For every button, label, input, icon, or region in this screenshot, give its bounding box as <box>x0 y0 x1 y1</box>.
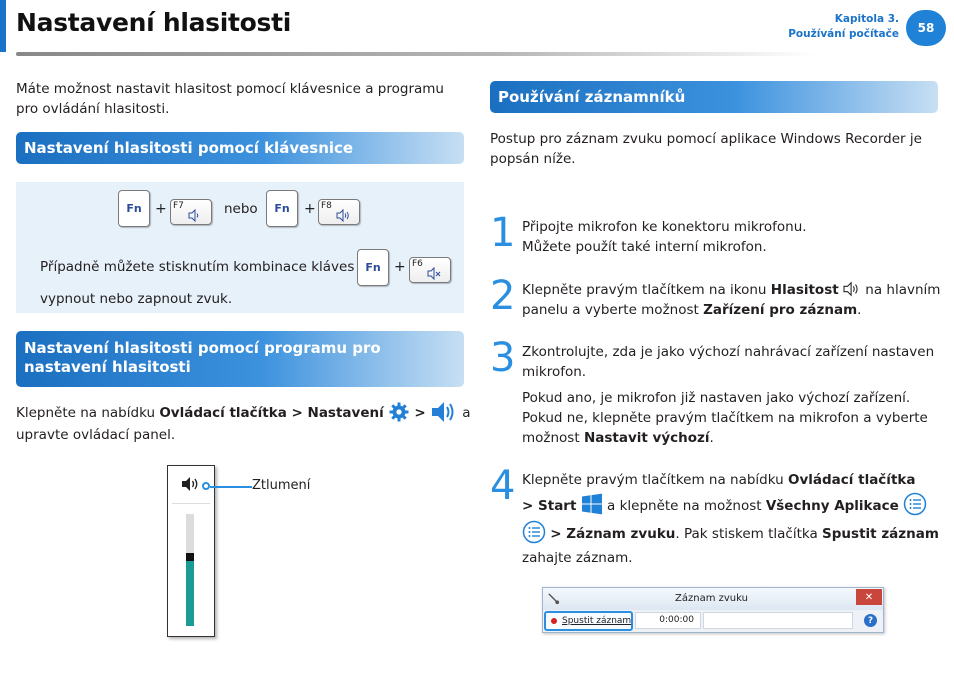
speaker-icon <box>430 399 458 425</box>
step-4-line-2 <box>522 492 942 519</box>
alt-shortcut-text-end: vypnout nebo zapnout zvuk. <box>40 291 233 307</box>
callout-line <box>210 486 252 488</box>
step-3-line-2: Pokud ano, je mikrofon již nastaven jako výchozí zařízení. Pokud ne, klepněte pravým tlačítkem na mikrofon a vyberte možnost <box>522 390 928 446</box>
step-2-pre: Klepněte pravým tlačítkem na ikonu <box>522 282 771 298</box>
step-2-bold-recording: Zařízení pro záznam <box>703 302 858 318</box>
instruction-text: Klepněte na nabídku <box>16 405 160 421</box>
step-4-bold-recorder: > Záznam zvuku <box>550 526 676 542</box>
page-title: Nastavení hlasitosti <box>16 8 292 37</box>
volume-icon <box>843 281 861 297</box>
plus-sign: + <box>394 259 406 275</box>
f6-key-label: F6 <box>412 259 423 269</box>
close-button[interactable]: ✕ <box>856 589 882 605</box>
header-accent-bar <box>0 0 6 52</box>
recording-level-meter <box>703 612 853 629</box>
page-number-badge: 58 <box>906 10 946 46</box>
title-divider <box>16 52 816 56</box>
step-3-post: . <box>709 430 714 446</box>
step-1-text <box>522 217 942 257</box>
f8-key-label: F8 <box>321 201 332 211</box>
f8-key <box>318 199 360 225</box>
windows-start-icon <box>581 493 603 515</box>
start-recording-label: Spustit záznam <box>562 616 632 626</box>
mute-icon <box>427 267 441 280</box>
step-4-mid: a klepněte na možnost <box>607 498 766 514</box>
instruction-line-2: upravte ovládací panel. <box>16 427 176 443</box>
step-4-bold-charms: Ovládací tlačítka <box>788 472 916 488</box>
recorder-title: Záznam zvuku <box>675 593 748 604</box>
step-2-text <box>522 280 942 320</box>
gear-icon <box>388 401 410 423</box>
section-heading-recorder: Používání záznamníků <box>490 81 938 113</box>
instruction-text-end: a <box>462 405 471 421</box>
step-4-mid-2: . Pak stiskem tlačítka <box>675 526 823 542</box>
all-apps-icon <box>522 520 546 544</box>
step-number: 2 <box>490 273 516 319</box>
mute-speaker-icon[interactable] <box>181 475 201 493</box>
step-4-pre: Klepněte pravým tlačítkem na nabídku <box>522 472 788 488</box>
volume-slider-thumb[interactable] <box>186 553 194 561</box>
volume-mixer <box>167 465 215 637</box>
callout-dot <box>202 482 210 490</box>
step-1-line-2: Můžete použít také interní mikrofon. <box>522 239 767 255</box>
recording-time-display <box>635 612 701 629</box>
recorder-body <box>543 610 883 632</box>
step-4-line-4: zahajte záznam. <box>522 550 633 566</box>
record-dot-icon <box>551 618 557 624</box>
step-4-bold-all-apps: Všechny Aplikace <box>765 498 899 514</box>
keyboard-shortcut-panel <box>16 182 464 313</box>
chapter-number: Kapitola 3. <box>834 13 899 25</box>
section-heading-keyboard: Nastavení hlasitosti pomocí klávesnice <box>16 132 464 164</box>
step-2-bold-volume: Hlasitost <box>770 282 839 298</box>
chapter-name: Používání počítače <box>788 28 899 40</box>
or-text: nebo <box>224 201 258 217</box>
step-4-bold-start: > Start <box>522 498 577 514</box>
all-apps-icon <box>903 492 927 516</box>
fn-key: Fn <box>118 190 150 227</box>
recorder-intro: Postup pro záznam zvuku pomocí aplikace Windows Recorder je popsán níže. <box>490 131 922 167</box>
plus-sign: + <box>155 201 167 217</box>
volume-down-icon <box>188 209 202 222</box>
step-number: 4 <box>490 463 516 509</box>
gt-sign: > <box>414 405 426 421</box>
instruction-bold: Ovládací tlačítka > Nastavení <box>159 405 384 421</box>
volume-slider-fill <box>186 561 194 626</box>
step-1-line-1: Připojte mikrofon ke konektoru mikrofonu. <box>522 219 807 235</box>
step-number: 3 <box>490 335 516 381</box>
recording-time: 0:00:00 <box>659 615 694 625</box>
section-heading-program: Nastavení hlasitosti pomocí programu pro nastavení hlasitosti <box>16 331 464 387</box>
step-4-bold-start-recording: Spustit záznam <box>822 526 939 542</box>
intro-paragraph: Máte možnost nastavit hlasitost pomocí klávesnice a programu pro ovládání hlasitosti. <box>16 81 444 117</box>
recorder-title-bar <box>543 588 883 610</box>
step-4-line-1 <box>522 470 942 490</box>
step-3-text <box>522 388 942 448</box>
start-recording-button[interactable] <box>544 611 633 631</box>
sound-recorder-window <box>542 587 884 633</box>
mute-callout-label: Ztlumení <box>252 478 311 493</box>
mixer-divider <box>172 503 210 504</box>
step-number: 1 <box>490 210 516 256</box>
step-3-line-1: Zkontrolujte, zda je jako výchozí nahrávací zařízení nastaven mikrofon. <box>522 344 935 380</box>
volume-slider-track[interactable] <box>186 514 194 626</box>
program-instructions <box>16 399 471 425</box>
step-3-bold: Nastavit výchozí <box>583 430 710 446</box>
f7-key <box>170 199 212 225</box>
microphone-app-icon <box>547 592 560 605</box>
step-2-mid: na hlavním panelu a vyberte možnost <box>522 282 941 318</box>
f6-key <box>409 257 451 283</box>
f7-key-label: F7 <box>173 201 184 211</box>
fn-key: Fn <box>357 249 389 286</box>
help-button[interactable]: ? <box>864 614 877 627</box>
fn-key: Fn <box>266 190 298 227</box>
volume-up-icon <box>336 209 350 222</box>
alt-shortcut-text: Případně můžete stisknutím kombinace kláves <box>40 259 355 275</box>
step-4-line-3 <box>522 520 942 547</box>
step-2-post: . <box>857 302 862 318</box>
plus-sign: + <box>304 201 316 217</box>
